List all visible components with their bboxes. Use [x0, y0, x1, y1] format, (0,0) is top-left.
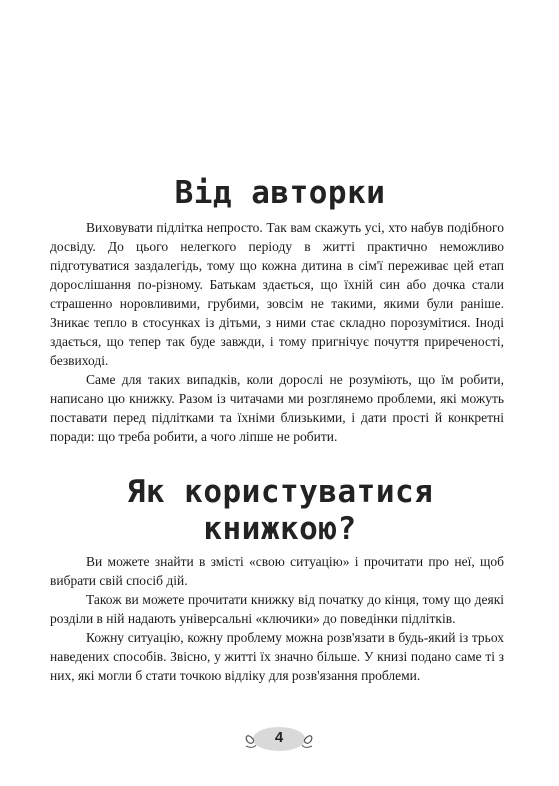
paragraph: Кожну ситуацію, кожну проблему можна розв'язати в будь-який із трьох наведених способів. Звісно, у житті їх значно більше. У книзі подано саме ті з них, які могли б стати точкою відліку для розв'язання проблеми.	[50, 630, 504, 683]
section-title-how-to-use: Як користуватися книжкою?	[126, 474, 434, 547]
section-from-author	[50, 218, 504, 446]
section-title-from-author: Від авторки	[174, 175, 386, 211]
paragraph: Саме для таких випадків, коли дорослі не розуміють, що їм робити, написано цю книжку. Разом із читачами ми розглянемо проблеми, які можуть поставати перед підлітками та їхніми близькими, і дати прості й конкретні поради: що треба робити, а чого ліпше не робити.	[50, 372, 504, 444]
page-number-badge	[242, 724, 316, 754]
paragraph: Виховувати підлітка непросто. Так вам скажуть усі, хто набув подібного досвіду. До цього нелегкого періоду в житті практично неможливо підготуватися заздалегідь, тому що кожна дитина в сім'ї переживає цей етап дорослішання по-різному. Батькам здається, що їхній син або дочка стали страшенно норовливими, грубими, зовсім не такими, якими були раніше. Зникає тепло в стосунках із дітьми, з ними стає складно порозумітися. Іноді здається, що тепер так буде завжди, і тому пригнічує почуття приреченості, безвиході.	[50, 220, 504, 368]
paragraph: Ви можете знайти в змісті «свою ситуацію» і прочитати про неї, щоб вибрати свій спосіб дій.	[50, 554, 504, 588]
paragraph: Також ви можете прочитати книжку від початку до кінця, тому що деякі розділи в ній надають універсальні «ключики» до поведінки підлітків.	[50, 592, 504, 626]
page-number: 4	[274, 729, 284, 746]
section-how-to-use	[50, 552, 504, 685]
